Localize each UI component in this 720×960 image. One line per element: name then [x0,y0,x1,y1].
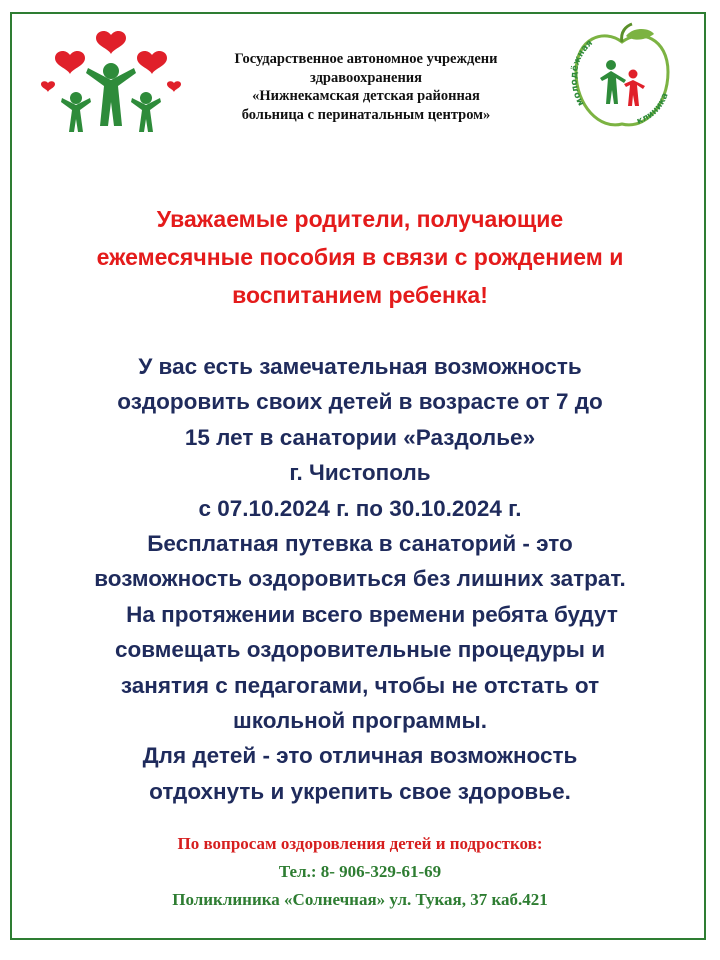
apple-clinic-logo-icon [562,20,682,140]
body-line: г. Чистополь [289,460,431,486]
body-line: занятия с педагогами, чтобы не отстать от [120,672,600,698]
org-line: «Нижнекамская детская районная [252,88,480,104]
body-line: У вас есть замечательная возможность [138,354,582,379]
body-line: 15 лет в санатории «Раздолье» [184,424,536,450]
contacts-question: По вопросам оздоровления детей и подростков: [177,834,543,853]
body-line: На протяжении всего времени ребята будут [126,601,618,627]
body-line: оздоровить своих детей в возрасте от 7 до [117,389,603,415]
announcement-body [20,349,700,809]
body-line: Для детей - это отличная возможность [142,743,578,769]
contacts-phone: Тел.: 8- 906-329-61-69 [278,862,442,881]
svg-text:клиника [636,92,671,127]
headline-line: Уважаемые родители, получающие [156,206,564,232]
svg-text:молодёжная [570,38,596,107]
organization-name [190,50,542,124]
logo-arc-text-right: клиника [635,91,671,127]
body-line: с 07.10.2024 г. по 30.10.2024 г. [198,495,522,521]
contacts-address: Поликлиника «Солнечная» ул. Тукая, 37 каб.421 [172,890,548,909]
body-line: Бесплатная путевка в санаторий - это [147,531,573,557]
org-line: больница с перинатальным центром» [241,106,491,123]
headline-line: воспитанием ребенка! [232,282,488,308]
body-line: возможность оздоровиться без лишних затрат. [94,566,626,592]
org-line: Государственное автономное учреждени [234,51,498,67]
org-line: здравоохранения [310,69,422,86]
contacts-block [20,830,700,914]
logo-arc-text-left: молодёжная [569,38,595,108]
body-line: школьной программы. [233,708,487,734]
body-line: отдохнуть и укрепить свое здоровье. [149,778,571,804]
headline-line: ежемесячные пособия в связи с рождением и [96,244,624,270]
headline [20,200,700,314]
body-line: совмещать оздоровительные процедуры и [114,637,606,663]
family-hearts-logo-icon [36,16,186,136]
